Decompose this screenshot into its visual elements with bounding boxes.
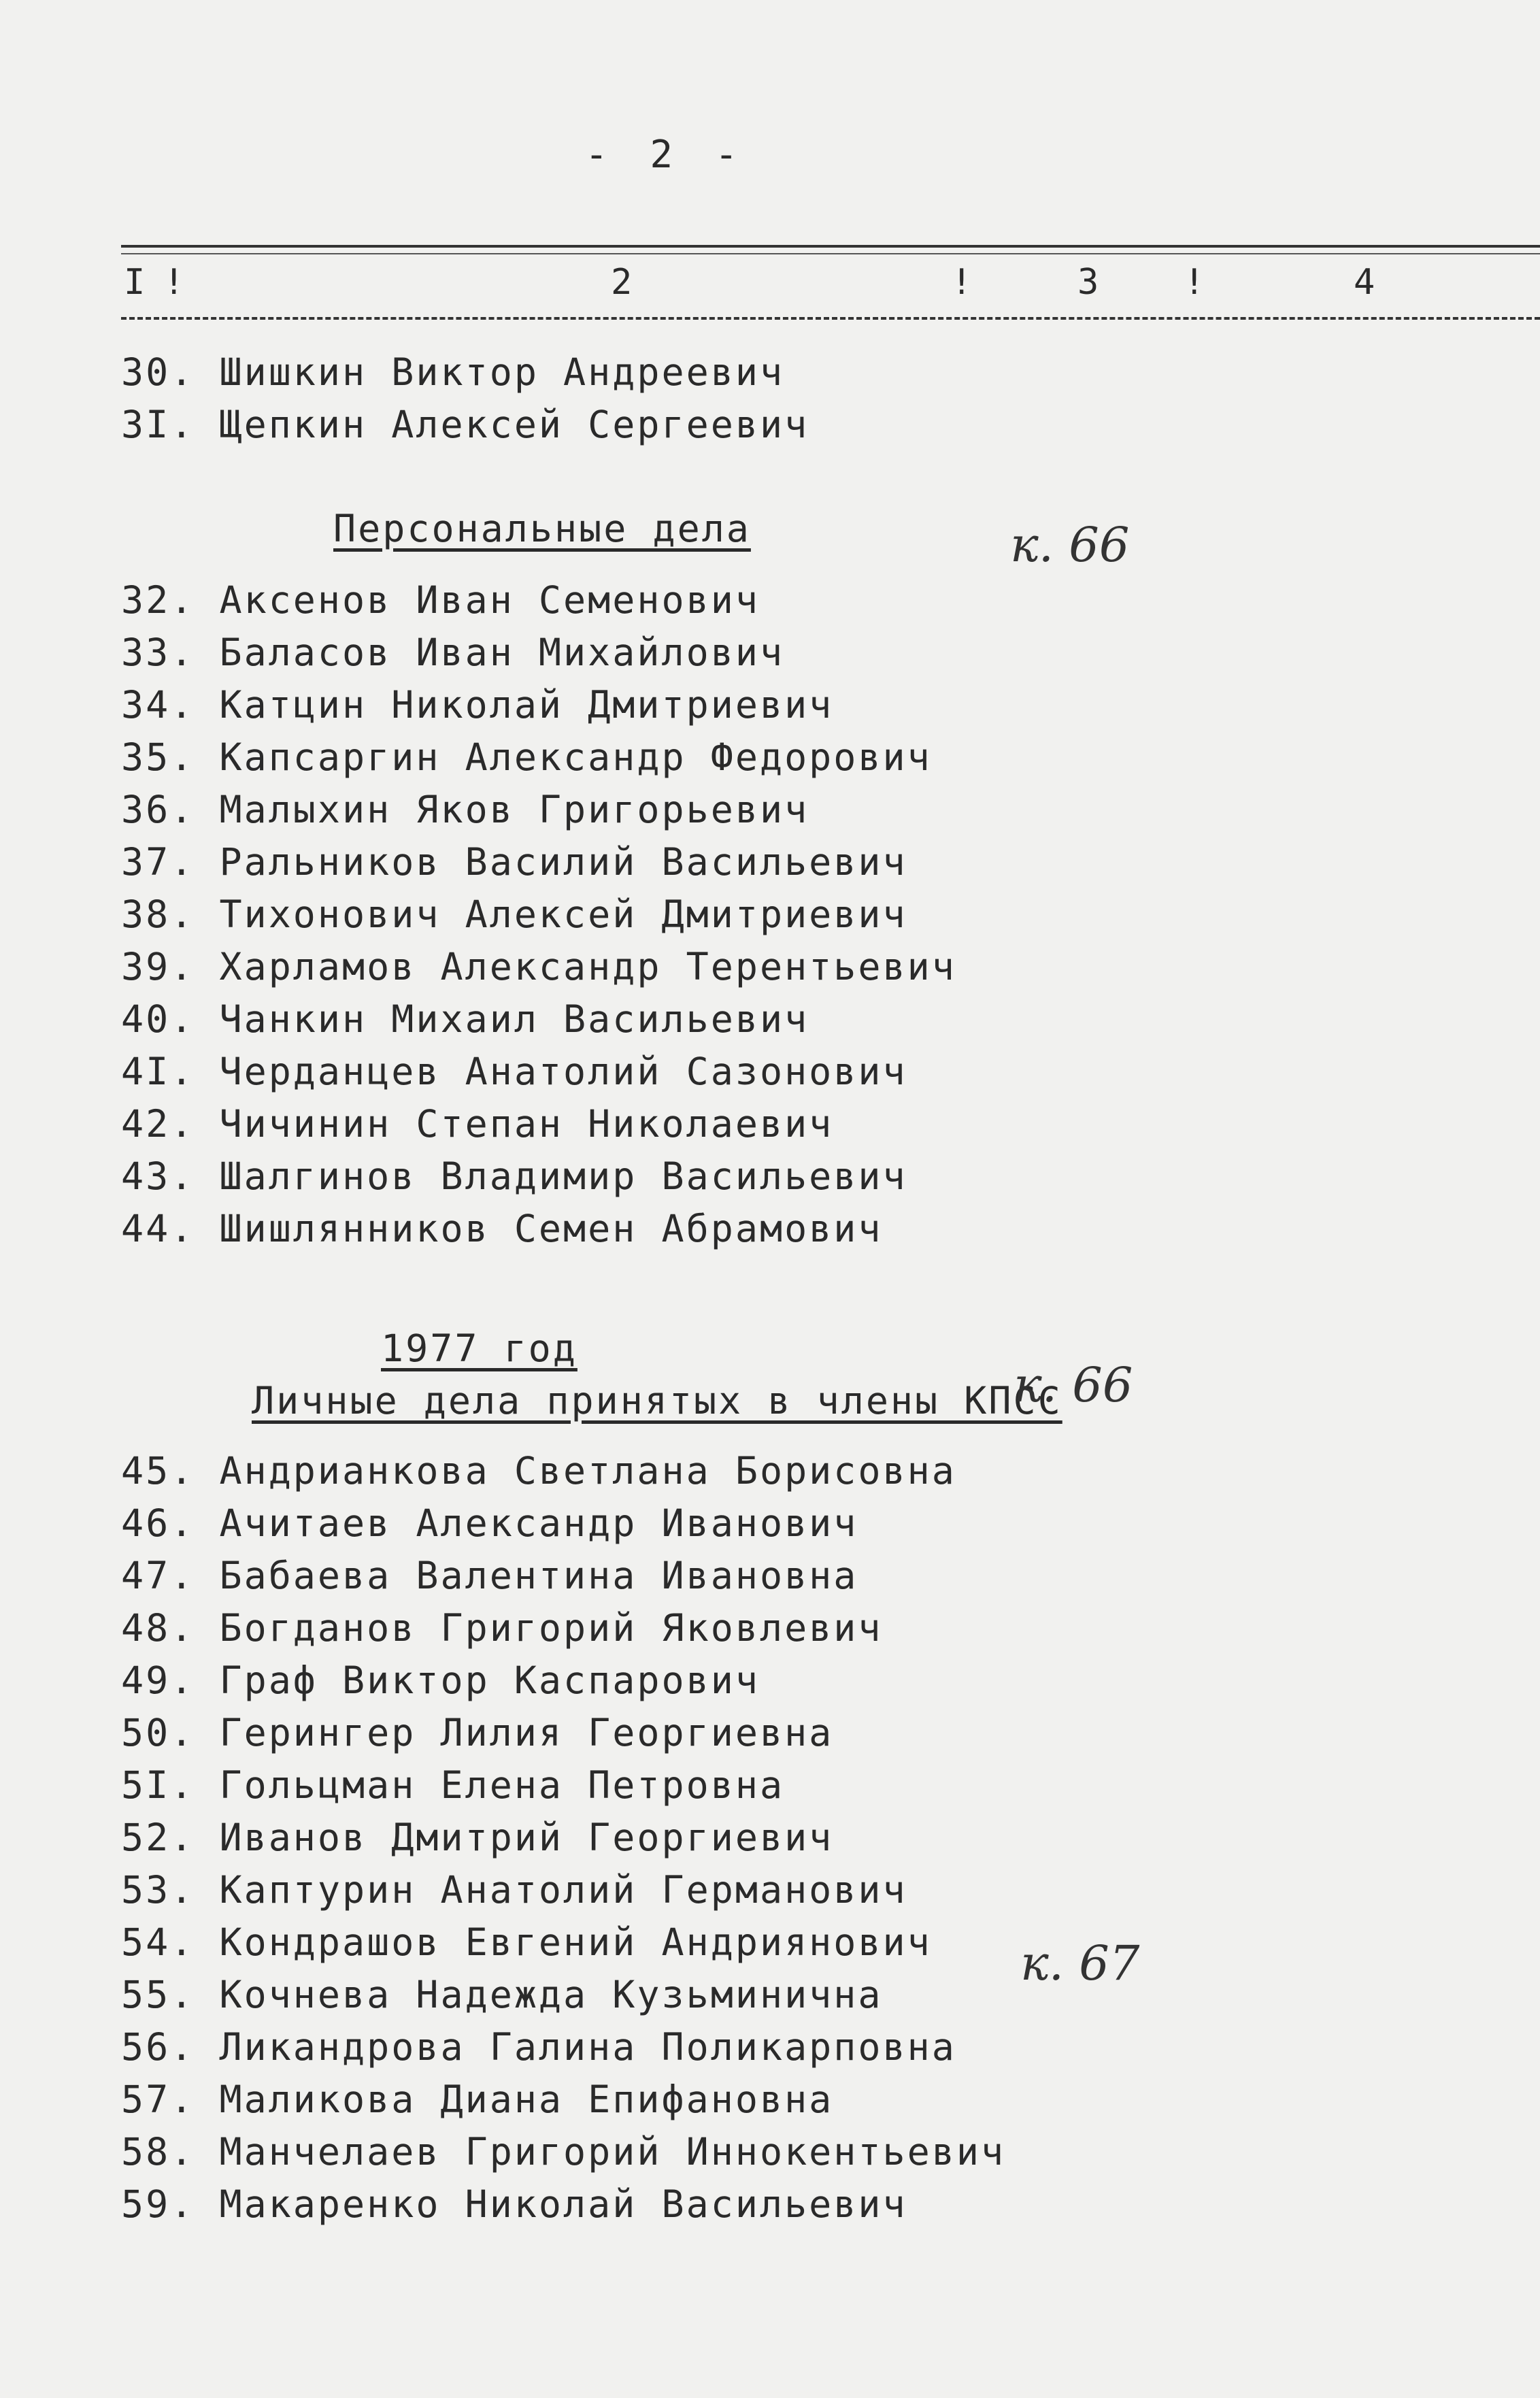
list-item: 50. Герингер Лилия Георгиевна xyxy=(121,1711,834,1754)
list-item: 38. Тихонович Алексей Дмитриевич xyxy=(121,893,907,936)
handwritten-note: к. 66 xyxy=(1014,1357,1133,1413)
list-item: 33. Баласов Иван Михайлович xyxy=(121,631,785,674)
list-item: 36. Малыхин Яков Григорьевич xyxy=(121,788,809,831)
list-item: 34. Катцин Николай Дмитриевич xyxy=(121,683,834,727)
list-item: 59. Макаренко Николай Васильевич xyxy=(121,2182,907,2226)
column-separator: ! xyxy=(1184,262,1205,303)
handwritten-note: к. 67 xyxy=(1020,1935,1140,1991)
list-item: 46. Ачитаев Александр Иванович xyxy=(121,1501,858,1545)
list-item: 5I. Гольцман Елена Петровна xyxy=(121,1763,785,1807)
list-item: 58. Манчелаев Григорий Иннокентьевич xyxy=(121,2130,1006,2174)
column-header-4: 4 xyxy=(1354,262,1375,303)
column-separator: ! xyxy=(163,262,185,303)
list-item: 30. Шишкин Виктор Андреевич xyxy=(121,350,785,394)
list-item: 4I. Черданцев Анатолий Сазонович xyxy=(121,1050,907,1093)
page-number: - 2 - xyxy=(585,133,748,177)
list-item: 43. Шалгинов Владимир Васильевич xyxy=(121,1154,907,1198)
column-header-1: I xyxy=(124,262,146,303)
list-item: 32. Аксенов Иван Семенович xyxy=(121,578,760,622)
section-heading: Персональные дела xyxy=(333,507,751,550)
table-header-rule xyxy=(121,317,1540,320)
list-item: 35. Капсаргин Александр Федорович xyxy=(121,735,932,779)
table-top-rule-thin xyxy=(121,253,1540,254)
list-item: 48. Богданов Григорий Яковлевич xyxy=(121,1606,883,1650)
column-separator: ! xyxy=(951,262,973,303)
list-item: 52. Иванов Дмитрий Георгиевич xyxy=(121,1816,834,1859)
list-item: 57. Маликова Диана Епифановна xyxy=(121,2078,834,2121)
column-header-3: 3 xyxy=(1077,262,1099,303)
list-item: 45. Андрианкова Светлана Борисовна xyxy=(121,1449,956,1493)
list-item: 39. Харламов Александр Терентьевич xyxy=(121,945,956,988)
list-item: 3I. Щепкин Алексей Сергеевич xyxy=(121,403,809,446)
table-top-rule xyxy=(121,245,1540,248)
list-item: 37. Ральников Василий Васильевич xyxy=(121,840,907,884)
list-item: 42. Чичинин Степан Николаевич xyxy=(121,1102,834,1146)
list-item: 40. Чанкин Михаил Васильевич xyxy=(121,997,809,1041)
list-item: 55. Кочнева Надежда Кузьминична xyxy=(121,1973,883,2016)
list-item: 47. Бабаева Валентина Ивановна xyxy=(121,1554,858,1597)
handwritten-note: к. 66 xyxy=(1010,517,1130,573)
list-item: 56. Ликандрова Галина Поликарповна xyxy=(121,2025,956,2069)
list-item: 54. Кондрашов Евгений Андриянович xyxy=(121,1920,932,1964)
list-item: 53. Каптурин Анатолий Германович xyxy=(121,1868,907,1912)
list-item: 49. Граф Виктор Каспарович xyxy=(121,1659,760,1702)
list-item: 44. Шишлянников Семен Абрамович xyxy=(121,1207,883,1250)
column-header-2: 2 xyxy=(611,262,633,303)
year-heading: 1977 год xyxy=(381,1327,578,1370)
section-heading: Личные дела принятых в члены КПСС xyxy=(252,1379,1062,1422)
